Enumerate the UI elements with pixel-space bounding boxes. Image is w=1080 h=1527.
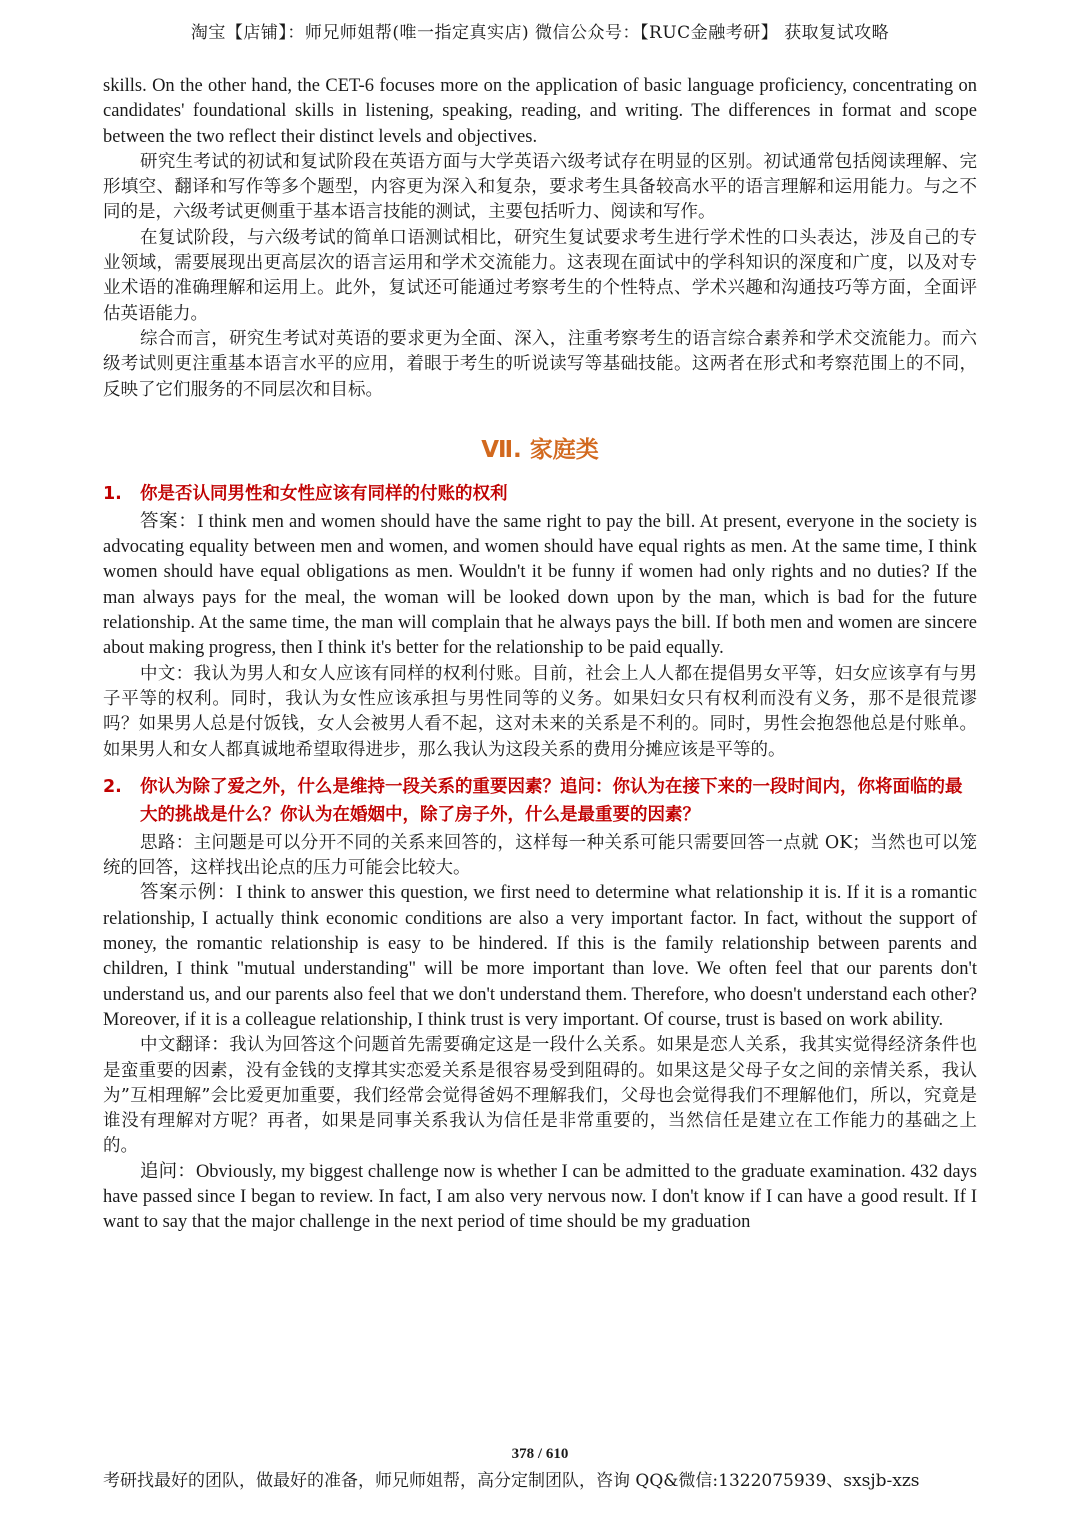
intro-chinese-paragraph-3: 综合而言，研究生考试对英语的要求更为全面、深入，注重考察考生的语言综合素养和学术交流能力。而六级考试则更注重基本语言水平的应用，着眼于考生的听说读写等基础技能。这两者在形式和考察范围上的不同，反映了它们服务的不同层次和目标。 — [103, 328, 977, 400]
question-1-title: 你是否认同男性和女性应该有同样的付账的权利 — [140, 483, 508, 504]
page-footer: 考研找最好的团队，做最好的准备，师兄师姐帮，高分定制团队，咨询 QQ&微信:1322075939、sxsjb-xzs — [103, 1471, 920, 1491]
page-number: 378 / 610 — [511, 1446, 569, 1462]
page-header: 淘宝【店铺】：师兄师姐帮(唯一指定真实店) 微信公众号：【RUC金融考研】 获取复试攻略 — [190, 23, 890, 43]
question-2-followup: 追问：Obviously, my biggest challenge now is whether I can be admitted to the graduate examination. 432 days have passed since I began to review. In fact, I am also very nervous now. I don't know if I can have a good result. If I want to say that the major challenge in the next period of time should be my graduation — [103, 1161, 977, 1233]
question-2-answer: 答案示例：I think to answer this question, we first need to determine what relationship it is. If it is a romantic relationship, I actually think economic conditions are also a very important factor. In fact, without the support of money, the romantic relationship is easy to be hindered. If this is the family relationship between parents and children, I think "mutual understanding" will be more important than love. We often feel that our parents don't understand us, and our parents also feel that we don't understand them. Therefore, who doesn't understand each other? Moreover, if it is a colleague relationship, I think trust is very important. Of course, trust is based on work ability. — [103, 883, 977, 1030]
question-2-title: 你认为除了爱之外，什么是维持一段关系的重要因素？追问：你认为在接下来的一段时间内，你将面临的最大的挑战是什么？你认为在婚姻中，除了房子外，什么是最重要的因素？ — [140, 776, 963, 825]
question-1-number: 1. — [103, 483, 122, 504]
section-title: Ⅶ. 家庭类 — [481, 436, 599, 463]
intro-chinese-paragraph-1: 研究生考试的初试和复试阶段在英语方面与大学英语六级考试存在明显的区别。初试通常包括阅读理解、完形填空、翻译和写作等多个题型，内容更为深入和复杂，要求考生具备较高水平的语言理解和运用能力。与之不同的是，六级考试更侧重于基本语言技能的测试，主要包括听力、阅读和写作。 — [103, 151, 977, 223]
question-1-answer: 答案：I think men and women should have the same right to pay the bill. At present, everyone in the society is advocating equality between men and women, and women should have equal rights as men. At the same time, I think women should have equal obligations as men. Wouldn't it be funny if women had only rights and no duties? If the man always pays for the meal, the woman will be looked down upon by the man, which is bad for the future relationship. At the same time, the man will complain that he always pays the bill. If both men and women are sincere about making progress, then I think it's better for the relationship to be paid equally. — [103, 511, 977, 659]
question-2-heading — [103, 773, 977, 829]
question-1-chinese: 中文：我认为男人和女人应该有同样的权利付账。目前，社会上人人都在提倡男女平等，妇女应该享有与男子平等的权利。同时，我认为女性应该承担与男性同等的义务。如果妇女只有权利而没有义务，那不是很荒谬吗？如果男人总是付饭钱，女人会被男人看不起，这对未来的关系是不利的。同时，男性会抱怨他总是付账单。如果男人和女人都真诚地希望取得进步，那么我认为这段关系的费用分摊应该是平等的。 — [103, 663, 977, 760]
question-2-number: 2. — [103, 776, 122, 797]
intro-english-paragraph: skills. On the other hand, the CET-6 focuses more on the application of basic language proficiency, concentrating on candidates' foundational skills in listening, speaking, reading, and writing. The differences in format and scope between the two reflect their distinct levels and objectives. — [103, 76, 977, 147]
question-2-translation: 中文翻译：我认为回答这个问题首先需要确定这是一段什么关系。如果是恋人关系，我其实觉得经济条件也是蛮重要的因素，没有金钱的支撑其实恋爱关系是很容易受到阻碍的。如果这是父母子女之间的亲情关系，我认为”互相理解”会比爱更加重要，我们经常会觉得爸妈不理解我们，父母也会觉得我们不理解他们，所以，究竟是谁没有理解对方呢？再者，如果是同事关系我认为信任是非常重要的，当然信任是建立在工作能力的基础之上的。 — [103, 1035, 977, 1157]
page-content — [103, 74, 977, 1236]
question-1-heading — [103, 480, 977, 508]
question-2-thinking: 思路：主问题是可以分开不同的关系来回答的，这样每一种关系可能只需要回答一点就 OK；当然也可以笼统的回答，这样找出论点的压力可能会比较大。 — [103, 832, 977, 879]
intro-chinese-paragraph-2: 在复试阶段，与六级考试的简单口语测试相比，研究生复试要求考生进行学术性的口头表达，涉及自己的专业领域，需要展现出更高层次的语言运用和学术交流能力。这表现在面试中的学科知识的深度和广度，以及对专业术语的准确理解和运用上。此外，复试还可能通过考察考生的个性特点、学术兴趣和沟通技巧等方面，全面评估英语能力。 — [103, 227, 977, 324]
